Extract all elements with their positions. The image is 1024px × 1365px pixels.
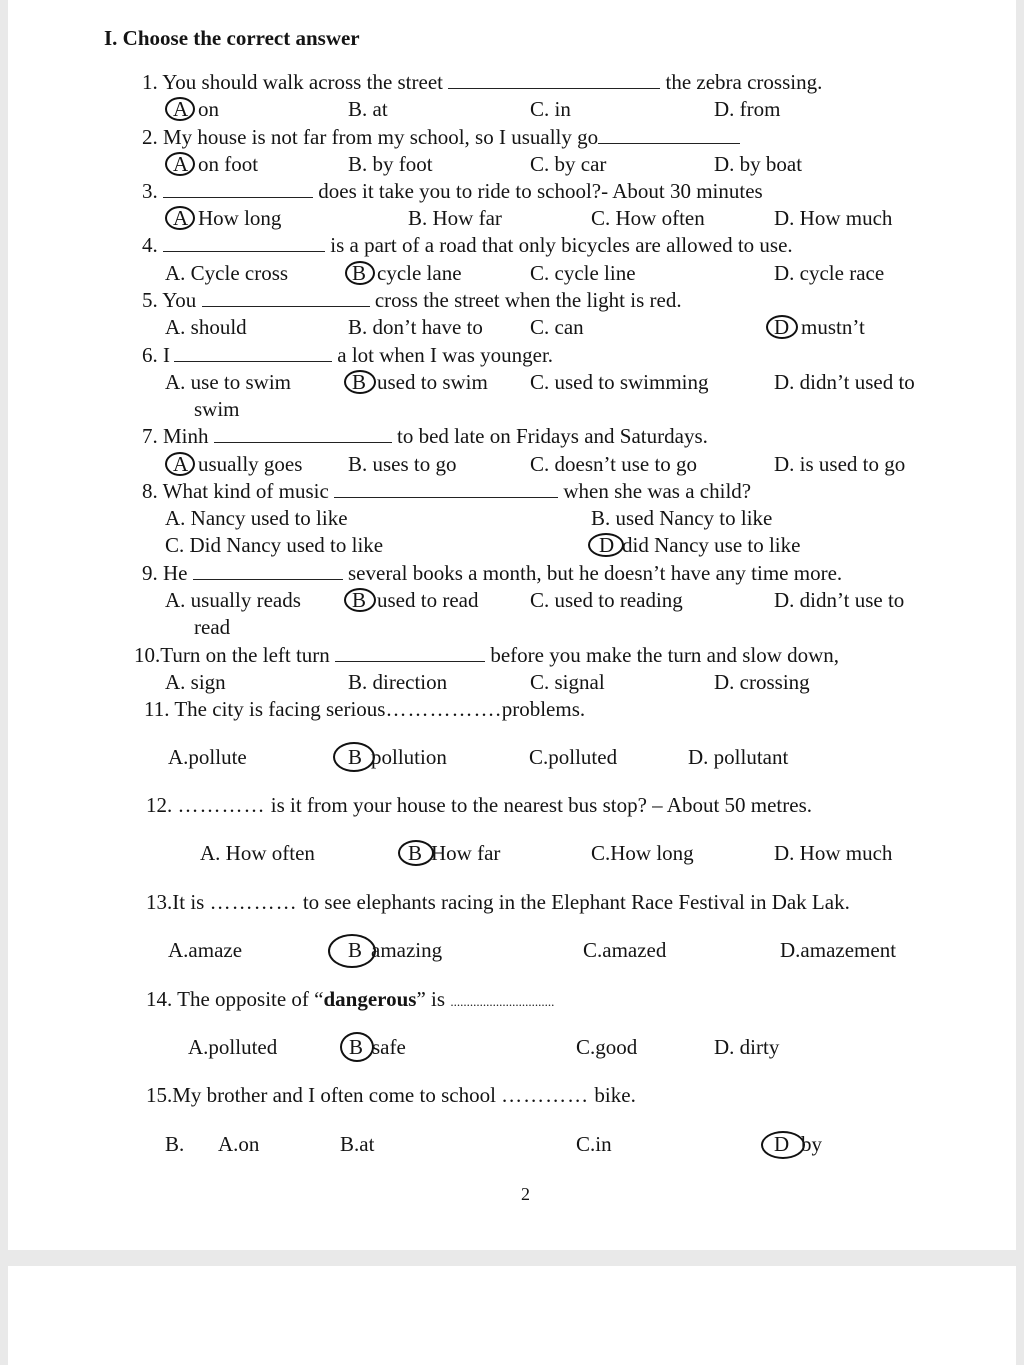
question-1: [142, 70, 822, 94]
q6-option-d: D. didn’t used to: [774, 370, 915, 394]
q7-option-d: D. is used to go: [774, 452, 906, 476]
q6-number: 6.: [142, 343, 158, 367]
q10-blank: [335, 643, 485, 662]
q14-option-d: D. dirty: [714, 1035, 780, 1059]
q5-option-a: A. should: [165, 315, 247, 339]
q9-option-a: A. usually reads: [165, 588, 301, 612]
question-8: [142, 479, 751, 503]
q2-number: 2.: [142, 125, 158, 149]
q11-text-a: The city is facing serious: [174, 697, 386, 721]
q3-option-c: C. How often: [591, 206, 705, 230]
q8-option-c: C. Did Nancy used to like: [165, 533, 384, 557]
q9-circled-letter: B: [352, 588, 367, 612]
q7-blank: [214, 424, 392, 443]
q14-number: 14.: [146, 987, 173, 1011]
q4-option-b: cycle lane: [377, 261, 462, 285]
q13-circled-letter: B: [348, 938, 363, 962]
q14-option-b: safe: [372, 1035, 406, 1059]
q12-option-d: D. How much: [774, 841, 893, 865]
q13-option-d: D.amazement: [780, 938, 897, 962]
q4-circled-letter: B: [352, 261, 367, 285]
q11-option-a: A.pollute: [168, 745, 247, 769]
q5-blank: [202, 288, 370, 307]
q15-dots-blank: …………: [501, 1083, 590, 1107]
q12-number: 12.: [146, 793, 173, 817]
q14-circled-letter: B: [349, 1035, 364, 1059]
q3-option-d: D. How much: [774, 206, 893, 230]
q11-text-b: problems.: [501, 697, 586, 721]
q5-text-b: cross the street when the light is red.: [374, 288, 682, 312]
q13-text-b: to see elephants racing in the Elephant Race Festival in Dak Lak.: [302, 890, 850, 914]
q9-number: 9.: [142, 561, 158, 585]
q5-option-b: B. don’t have to: [348, 315, 483, 339]
q4-option-c: C. cycle line: [530, 261, 636, 285]
q1-text-b: the zebra crossing.: [665, 70, 823, 94]
question-9: [142, 561, 842, 585]
q8-option-b: B. used Nancy to like: [591, 506, 773, 530]
q9-text-b: several books a month, but he doesn’t have any time more.: [348, 561, 843, 585]
q11-number: 11.: [144, 697, 170, 721]
q5-circled-letter: D: [774, 315, 790, 339]
q1-option-a: on: [198, 97, 219, 121]
q4-text-a: is a part of a road that only bicycles are allowed to use.: [330, 233, 793, 257]
q6-text-a: I: [163, 343, 170, 367]
q3-option-b: B. How far: [408, 206, 502, 230]
q14-text-a: The opposite of “: [177, 987, 324, 1011]
q2-option-d: D. by boat: [714, 152, 803, 176]
q4-number: 4.: [142, 233, 158, 257]
q15-stray-label: B.: [165, 1132, 185, 1156]
q9-option-d: D. didn’t use to: [774, 588, 905, 612]
q4-option-a: A. Cycle cross: [165, 261, 289, 285]
q8-text-a: What kind of music: [162, 479, 329, 503]
q7-text-b: to bed late on Fridays and Saturdays.: [397, 424, 708, 448]
q8-option-a: A. Nancy used to like: [165, 506, 348, 530]
q9-option-b: used to read: [377, 588, 479, 612]
question-15: [146, 1083, 636, 1107]
question-13: [146, 890, 850, 914]
q5-option-c: C. can: [530, 315, 584, 339]
q1-blank: [448, 70, 660, 89]
question-2: [142, 125, 740, 149]
q12-text-a: is it from your house to the nearest bus stop? – About 50 metres.: [270, 793, 813, 817]
q6-option-a: A. use to swim: [165, 370, 291, 394]
q15-option-d: by: [801, 1132, 822, 1156]
q6-option-c: C. used to swimming: [530, 370, 709, 394]
q10-option-d: D. crossing: [714, 670, 810, 694]
q3-circled-letter: A: [173, 206, 189, 230]
question-14: [146, 987, 554, 1014]
q10-number: 10.: [134, 643, 161, 667]
q10-text-a: Turn on the left turn: [160, 643, 330, 667]
q1-option-c: C. in: [530, 97, 571, 121]
question-10: [134, 643, 839, 667]
q13-option-a: A.amaze: [168, 938, 243, 962]
q7-text-a: Minh: [163, 424, 209, 448]
question-6: [142, 343, 553, 367]
q11-option-b: pollution: [371, 745, 447, 769]
q12-circled-letter: B: [408, 841, 423, 865]
q13-number: 13.: [146, 890, 173, 914]
q15-option-a: A.on: [218, 1132, 260, 1156]
question-3: [142, 179, 763, 203]
q7-number: 7.: [142, 424, 158, 448]
worksheet-page: [8, 0, 1016, 1250]
q2-circled-letter: A: [173, 152, 189, 176]
q10-option-c: C. signal: [530, 670, 605, 694]
q8-circled-letter: D: [599, 533, 615, 557]
q5-number: 5.: [142, 288, 158, 312]
q7-option-c: C. doesn’t use to go: [530, 452, 698, 476]
q15-circled-letter: D: [774, 1132, 790, 1156]
q5-text-a: You: [162, 288, 197, 312]
q14-text-b: ” is: [416, 987, 446, 1011]
question-11: [144, 697, 585, 721]
q2-option-b: B. by foot: [348, 152, 433, 176]
q9-blank: [193, 561, 343, 580]
q15-text-b: bike.: [594, 1083, 636, 1107]
q14-option-c: C.good: [576, 1035, 638, 1059]
q2-option-c: C. by car: [530, 152, 607, 176]
q13-option-c: C.amazed: [583, 938, 667, 962]
q9-text-a: He: [163, 561, 188, 585]
q1-circled-letter: A: [173, 97, 189, 121]
q14-dots-blank: ................................: [450, 994, 555, 1009]
q11-option-c: C.polluted: [529, 745, 618, 769]
q15-text-a: My brother and I often come to school: [172, 1083, 496, 1107]
q12-option-a: A. How often: [200, 841, 315, 865]
q8-number: 8.: [142, 479, 158, 503]
q6-blank: [174, 343, 332, 362]
q6-option-b: used to swim: [377, 370, 488, 394]
q12-option-b: How far: [431, 841, 501, 865]
q9-option-a-cont: read: [194, 615, 231, 639]
q8-option-d: did Nancy use to like: [622, 533, 801, 557]
q14-bold-word: dangerous: [323, 987, 417, 1011]
q14-option-a: A.polluted: [188, 1035, 278, 1059]
q1-option-b: B. at: [348, 97, 388, 121]
q2-text-a: My house is not far from my school, so I usually go: [163, 125, 599, 149]
q8-blank: [334, 479, 558, 498]
q6-text-b: a lot when I was younger.: [337, 343, 554, 367]
question-12: [146, 793, 812, 817]
question-5: [142, 288, 682, 312]
section-heading: I. Choose the correct answer: [104, 26, 360, 50]
q13-dots-blank: …………: [209, 890, 298, 914]
q8-text-b: when she was a child?: [563, 479, 752, 503]
q7-option-a: usually goes: [198, 452, 303, 476]
q15-number: 15.: [146, 1083, 173, 1107]
q3-number: 3.: [142, 179, 158, 203]
q4-blank: [163, 233, 325, 252]
q6-option-a-cont: swim: [194, 397, 240, 421]
q12-dots-blank: …………: [177, 793, 266, 817]
q11-option-d: D. pollutant: [688, 745, 789, 769]
q10-text-b: before you make the turn and slow down,: [490, 643, 840, 667]
q1-number: 1.: [142, 70, 158, 94]
q6-circled-letter: B: [352, 370, 367, 394]
next-page: [8, 1266, 1016, 1365]
q13-option-b: amazing: [371, 938, 443, 962]
q13-text-a: It is: [172, 890, 205, 914]
q3-text-a: does it take you to ride to school?- About 30 minutes: [318, 179, 763, 203]
q10-option-b: B. direction: [348, 670, 448, 694]
question-4: [142, 233, 793, 257]
q7-circled-letter: A: [173, 452, 189, 476]
q2-blank: [598, 125, 740, 144]
q12-option-c: C.How long: [591, 841, 694, 865]
q3-option-a: How long: [198, 206, 282, 230]
q1-option-d: D. from: [714, 97, 781, 121]
q3-blank: [163, 179, 313, 198]
q4-option-d: D. cycle race: [774, 261, 885, 285]
q5-option-d: mustn’t: [801, 315, 865, 339]
page-number: 2: [521, 1184, 530, 1204]
q15-option-b: B.at: [340, 1132, 375, 1156]
q1-text-a: You should walk across the street: [162, 70, 443, 94]
q9-option-c: C. used to reading: [530, 588, 683, 612]
q11-dots-blank: …………….: [385, 697, 502, 721]
q15-option-c: C.in: [576, 1132, 612, 1156]
q2-option-a: on foot: [198, 152, 259, 176]
question-7: [142, 424, 708, 448]
q7-option-b: B. uses to go: [348, 452, 457, 476]
q11-circled-letter: B: [348, 745, 363, 769]
q10-option-a: A. sign: [165, 670, 226, 694]
